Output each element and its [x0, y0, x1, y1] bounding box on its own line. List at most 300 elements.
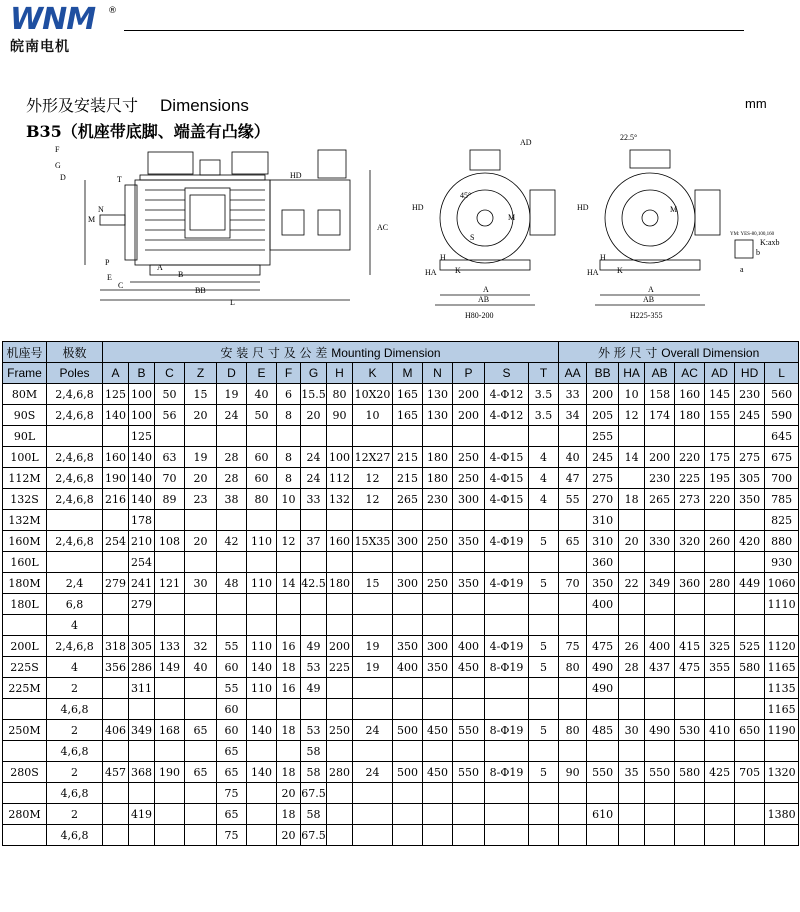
table-cell	[675, 594, 705, 615]
header-mounting-dimension	[103, 342, 559, 363]
registered-mark: ®	[108, 6, 117, 16]
table-cell: 4,6,8	[47, 699, 103, 720]
column-header: AD	[705, 363, 735, 384]
table-cell	[453, 615, 485, 636]
table-cell	[155, 741, 185, 762]
table-cell	[645, 615, 675, 636]
table-cell	[353, 699, 393, 720]
table-cell: 610	[587, 804, 619, 825]
table-cell	[453, 426, 485, 447]
table-cell: 20	[277, 825, 301, 846]
table-cell: 4-Φ15	[485, 468, 529, 489]
table-cell: 40	[559, 447, 587, 468]
table-cell: 58	[301, 741, 327, 762]
table-cell	[247, 699, 277, 720]
table-cell: 8-Φ19	[485, 720, 529, 741]
table-cell: 675	[765, 447, 799, 468]
table-cell	[353, 615, 393, 636]
table-cell: 14	[619, 447, 645, 468]
table-cell	[327, 825, 353, 846]
table-cell: 160M	[3, 531, 47, 552]
table-cell	[277, 426, 301, 447]
table-cell	[327, 615, 353, 636]
table-cell: 330	[645, 531, 675, 552]
table-cell	[393, 552, 423, 573]
table-row	[3, 594, 799, 615]
table-cell: 55	[559, 489, 587, 510]
table-cell	[735, 804, 765, 825]
table-cell	[301, 552, 327, 573]
table-cell: 400	[587, 594, 619, 615]
table-cell: 18	[277, 657, 301, 678]
table-row	[3, 552, 799, 573]
table-cell	[247, 426, 277, 447]
table-cell	[155, 825, 185, 846]
svg-text:HA: HA	[587, 268, 599, 277]
table-cell	[155, 699, 185, 720]
table-cell	[559, 552, 587, 573]
table-cell: 10	[277, 489, 301, 510]
table-cell	[619, 825, 645, 846]
table-cell: 2,4,6,8	[47, 447, 103, 468]
table-cell	[529, 699, 559, 720]
table-cell	[217, 594, 247, 615]
table-cell: 16	[277, 636, 301, 657]
table-cell	[393, 741, 423, 762]
table-cell	[453, 741, 485, 762]
table-cell	[247, 552, 277, 573]
table-cell: 2	[47, 762, 103, 783]
table-cell: 53	[301, 657, 327, 678]
table-row	[3, 615, 799, 636]
column-header: P	[453, 363, 485, 384]
table-cell: 1190	[765, 720, 799, 741]
svg-text:45°: 45°	[460, 191, 472, 200]
table-cell	[129, 825, 155, 846]
table-cell: 65	[185, 762, 217, 783]
table-cell	[453, 678, 485, 699]
table-cell	[559, 699, 587, 720]
table-cell: 356	[103, 657, 129, 678]
table-cell	[705, 741, 735, 762]
table-cell	[327, 804, 353, 825]
table-row	[3, 636, 799, 657]
table-row	[3, 825, 799, 846]
table-cell: 2	[47, 804, 103, 825]
table-cell: 5	[529, 720, 559, 741]
table-cell	[129, 615, 155, 636]
table-cell: 230	[645, 468, 675, 489]
table-cell	[353, 825, 393, 846]
table-cell: 90L	[3, 426, 47, 447]
svg-text:BB: BB	[195, 286, 206, 295]
svg-text:E: E	[107, 273, 112, 282]
table-cell	[3, 783, 47, 804]
table-cell	[277, 510, 301, 531]
table-cell	[185, 699, 217, 720]
table-cell	[423, 678, 453, 699]
table-cell	[587, 699, 619, 720]
table-cell	[619, 426, 645, 447]
table-cell	[735, 510, 765, 531]
table-cell: 38	[217, 489, 247, 510]
table-cell: 18	[277, 720, 301, 741]
unit-label: mm	[745, 96, 767, 111]
table-cell	[705, 615, 735, 636]
table-cell: 4	[529, 468, 559, 489]
table-cell	[529, 783, 559, 804]
table-cell	[675, 552, 705, 573]
svg-text:AD: AD	[520, 138, 532, 147]
table-cell: 250	[453, 468, 485, 489]
column-header: S	[485, 363, 529, 384]
table-cell: 19	[353, 636, 393, 657]
table-cell	[217, 510, 247, 531]
table-cell: 490	[587, 657, 619, 678]
column-header: A	[103, 363, 129, 384]
table-cell	[453, 699, 485, 720]
table-cell	[705, 594, 735, 615]
table-cell	[103, 615, 129, 636]
table-cell	[129, 699, 155, 720]
table-cell	[587, 783, 619, 804]
header-mounting-cn: 安 装 尺 寸 及 公 差	[220, 345, 328, 360]
table-cell	[185, 510, 217, 531]
table-row	[3, 384, 799, 405]
table-cell: 133	[155, 636, 185, 657]
svg-text:F: F	[55, 145, 60, 154]
table-cell: 110	[247, 573, 277, 594]
table-cell: 419	[129, 804, 155, 825]
table-row	[3, 531, 799, 552]
table-cell	[423, 783, 453, 804]
table-cell	[675, 783, 705, 804]
table-cell: 490	[587, 678, 619, 699]
table-cell: 28	[217, 447, 247, 468]
table-cell	[327, 678, 353, 699]
table-cell	[393, 594, 423, 615]
table-cell	[645, 804, 675, 825]
table-cell	[645, 594, 675, 615]
table-cell: 279	[129, 594, 155, 615]
table-cell: 245	[735, 405, 765, 426]
table-cell: 500	[393, 762, 423, 783]
table-row	[3, 405, 799, 426]
table-cell: 149	[155, 657, 185, 678]
table-cell	[103, 741, 129, 762]
table-cell: 15X35	[353, 531, 393, 552]
table-cell	[453, 552, 485, 573]
table-cell: 125	[129, 426, 155, 447]
dimension-table-body	[3, 384, 799, 846]
table-cell: 75	[559, 636, 587, 657]
table-cell	[559, 783, 587, 804]
table-cell: 65	[217, 804, 247, 825]
table-cell	[247, 615, 277, 636]
table-cell	[619, 804, 645, 825]
table-cell: 350	[587, 573, 619, 594]
table-cell: 140	[247, 762, 277, 783]
table-cell: 590	[765, 405, 799, 426]
column-header: AB	[645, 363, 675, 384]
svg-text:K: K	[617, 266, 623, 275]
table-cell: 75	[217, 825, 247, 846]
table-cell: 30	[619, 720, 645, 741]
table-cell: 5	[529, 573, 559, 594]
column-header: E	[247, 363, 277, 384]
table-cell: 70	[559, 573, 587, 594]
table-cell	[645, 825, 675, 846]
svg-text:B: B	[178, 270, 184, 279]
table-cell	[765, 783, 799, 804]
table-cell	[645, 552, 675, 573]
column-header: F	[277, 363, 301, 384]
table-cell: 230	[735, 384, 765, 405]
side-view-drawing	[55, 145, 388, 307]
table-cell	[453, 825, 485, 846]
table-cell: 450	[453, 657, 485, 678]
table-cell: 200	[587, 384, 619, 405]
table-cell: 16	[277, 678, 301, 699]
table-cell	[393, 678, 423, 699]
mounting-type-title: B35（机座带底脚、端盖有凸缘）	[26, 122, 270, 141]
table-cell: 60	[217, 699, 247, 720]
table-cell: 65	[217, 762, 247, 783]
table-cell	[675, 678, 705, 699]
table-row	[3, 510, 799, 531]
svg-text:S: S	[470, 233, 475, 242]
table-cell: 47	[559, 468, 587, 489]
table-cell: 200	[453, 405, 485, 426]
table-cell: 368	[129, 762, 155, 783]
svg-text:HD: HD	[577, 203, 589, 212]
table-cell: 3.5	[529, 405, 559, 426]
table-cell	[453, 783, 485, 804]
svg-text:b: b	[756, 248, 760, 257]
table-cell	[247, 783, 277, 804]
table-cell	[675, 741, 705, 762]
table-cell	[559, 426, 587, 447]
table-cell: 50	[247, 405, 277, 426]
table-cell: 5	[529, 531, 559, 552]
table-cell	[103, 699, 129, 720]
table-cell	[3, 825, 47, 846]
table-cell: 8	[277, 405, 301, 426]
table-cell: 14	[277, 573, 301, 594]
table-cell: 530	[675, 720, 705, 741]
table-cell: 215	[393, 468, 423, 489]
table-cell: 140	[103, 405, 129, 426]
table-cell: 550	[453, 720, 485, 741]
svg-text:H225-355: H225-355	[630, 311, 663, 320]
table-cell: 200	[453, 384, 485, 405]
table-cell	[327, 510, 353, 531]
table-cell	[393, 615, 423, 636]
table-cell	[705, 804, 735, 825]
table-cell: 100	[129, 384, 155, 405]
table-cell	[423, 825, 453, 846]
table-cell	[103, 783, 129, 804]
table-cell	[155, 426, 185, 447]
table-cell: 90S	[3, 405, 47, 426]
table-cell: 28	[217, 468, 247, 489]
table-cell: 180	[423, 468, 453, 489]
table-cell	[353, 552, 393, 573]
table-cell: 580	[735, 657, 765, 678]
table-cell	[705, 699, 735, 720]
table-cell: 420	[735, 531, 765, 552]
table-cell	[423, 594, 453, 615]
table-cell	[277, 615, 301, 636]
table-cell: 160	[327, 531, 353, 552]
table-cell	[185, 741, 217, 762]
table-cell	[423, 426, 453, 447]
table-cell	[185, 615, 217, 636]
table-cell	[327, 783, 353, 804]
dimension-table	[2, 341, 799, 846]
table-cell	[619, 678, 645, 699]
table-cell	[185, 678, 217, 699]
header-overall-dimension	[559, 342, 799, 363]
table-cell	[185, 783, 217, 804]
table-cell: 350	[453, 531, 485, 552]
table-cell: 2,4,6,8	[47, 531, 103, 552]
table-cell: 311	[129, 678, 155, 699]
table-cell	[103, 825, 129, 846]
table-cell: 1165	[765, 657, 799, 678]
table-cell	[619, 594, 645, 615]
table-cell	[735, 825, 765, 846]
table-cell	[103, 804, 129, 825]
table-cell: 254	[129, 552, 155, 573]
table-cell	[645, 678, 675, 699]
table-cell: 58	[301, 804, 327, 825]
svg-text:22.5°: 22.5°	[620, 133, 638, 142]
table-cell: 58	[301, 762, 327, 783]
table-cell: 2,4,6,8	[47, 405, 103, 426]
table-row	[3, 426, 799, 447]
svg-text:M: M	[508, 213, 516, 222]
table-cell: 15	[185, 384, 217, 405]
table-cell	[353, 783, 393, 804]
table-cell	[185, 552, 217, 573]
table-cell	[155, 615, 185, 636]
table-cell	[529, 825, 559, 846]
table-cell: 67.5	[301, 783, 327, 804]
table-cell: 108	[155, 531, 185, 552]
column-header: BB	[587, 363, 619, 384]
table-cell	[423, 552, 453, 573]
company-name: 皖南电机	[10, 39, 70, 55]
table-cell: 560	[765, 384, 799, 405]
table-cell	[705, 426, 735, 447]
table-cell: 56	[155, 405, 185, 426]
table-cell	[423, 741, 453, 762]
table-cell: 65	[217, 741, 247, 762]
table-cell: 225	[327, 657, 353, 678]
table-cell	[587, 741, 619, 762]
company-logo	[10, 4, 120, 56]
table-cell: 110	[247, 636, 277, 657]
table-cell: 280S	[3, 762, 47, 783]
svg-text:M: M	[670, 205, 678, 214]
table-cell	[247, 510, 277, 531]
table-cell	[619, 510, 645, 531]
header-poles-cn: 极数	[47, 342, 103, 363]
table-cell	[247, 825, 277, 846]
table-cell: 180L	[3, 594, 47, 615]
table-cell	[247, 594, 277, 615]
header-overall-en: Overall Dimension	[661, 345, 760, 360]
table-cell: 2	[47, 720, 103, 741]
table-cell: 165	[393, 405, 423, 426]
table-cell	[559, 594, 587, 615]
table-cell: 180	[327, 573, 353, 594]
table-cell	[485, 804, 529, 825]
table-cell	[675, 804, 705, 825]
table-cell: 23	[185, 489, 217, 510]
table-cell: 349	[645, 573, 675, 594]
table-cell: 20	[185, 468, 217, 489]
table-header-row-2	[3, 363, 799, 384]
header-frame-cn: 机座号	[3, 342, 47, 363]
table-cell: 286	[129, 657, 155, 678]
table-cell	[423, 699, 453, 720]
table-cell: 4-Φ12	[485, 405, 529, 426]
table-cell	[485, 678, 529, 699]
column-header: HA	[619, 363, 645, 384]
rear-view-drawing	[577, 133, 780, 320]
table-cell	[301, 594, 327, 615]
table-cell	[675, 510, 705, 531]
table-cell	[453, 510, 485, 531]
table-cell: 215	[393, 447, 423, 468]
svg-text:P: P	[105, 258, 110, 267]
table-cell	[247, 741, 277, 762]
table-cell: 1110	[765, 594, 799, 615]
table-cell	[353, 510, 393, 531]
table-cell	[3, 699, 47, 720]
table-cell: 880	[765, 531, 799, 552]
table-cell: 53	[301, 720, 327, 741]
table-cell: 12	[619, 405, 645, 426]
table-cell: 33	[559, 384, 587, 405]
table-cell	[735, 615, 765, 636]
table-cell: 310	[587, 531, 619, 552]
table-cell	[587, 615, 619, 636]
table-row	[3, 468, 799, 489]
table-cell: 63	[155, 447, 185, 468]
table-cell	[619, 615, 645, 636]
table-cell: 650	[735, 720, 765, 741]
table-cell: 4-Φ12	[485, 384, 529, 405]
table-cell	[353, 804, 393, 825]
svg-text:HD: HD	[412, 203, 424, 212]
header-mounting-en: Mounting Dimension	[331, 345, 441, 360]
table-cell: 4-Φ15	[485, 489, 529, 510]
table-cell: 2,4,6,8	[47, 636, 103, 657]
table-cell: 280	[705, 573, 735, 594]
table-cell: 100	[327, 447, 353, 468]
table-cell	[587, 825, 619, 846]
table-cell: 48	[217, 573, 247, 594]
table-cell	[485, 510, 529, 531]
table-cell: 180M	[3, 573, 47, 594]
table-cell: 10X20	[353, 384, 393, 405]
table-cell	[423, 510, 453, 531]
table-cell: 415	[675, 636, 705, 657]
table-cell: 280	[327, 762, 353, 783]
